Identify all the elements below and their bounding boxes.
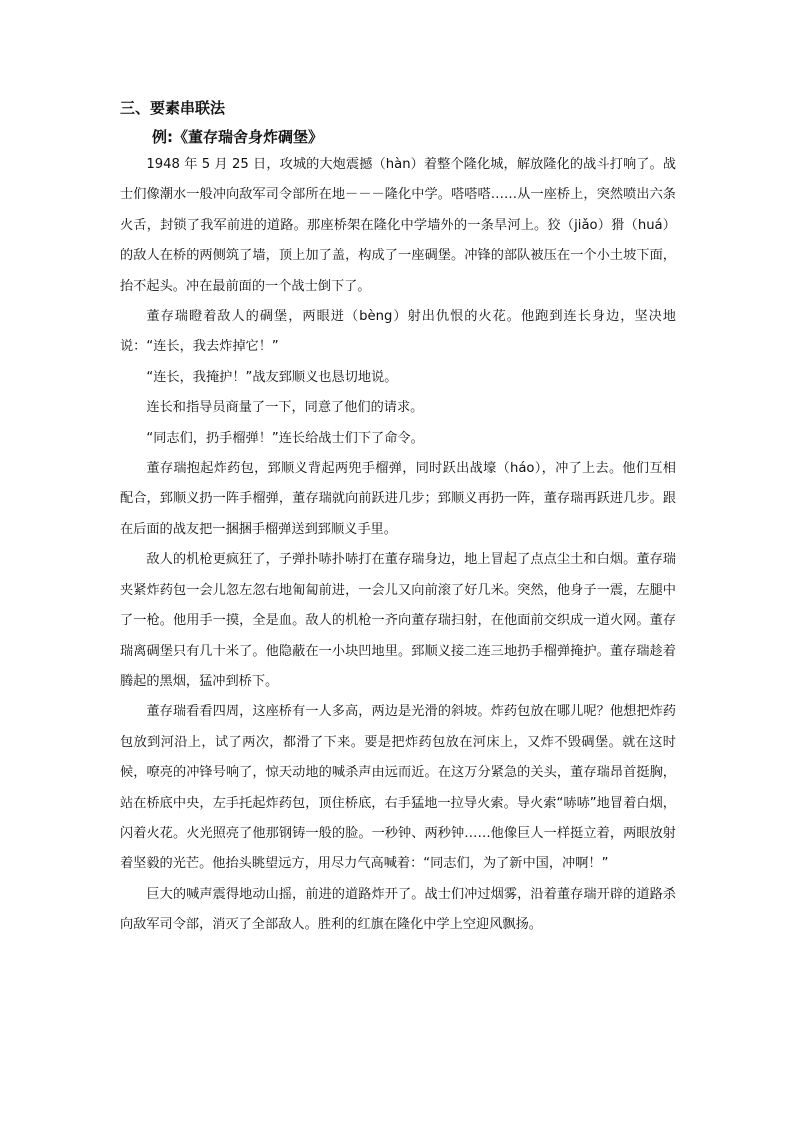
section-title: 三、要素串联法 [120,99,226,117]
paragraph-5: “同志们，扔手榴弹！”连长给战士们下了命令。 [146,430,424,446]
paragraph-4: 连长和指导员商量了一下，同意了他们的请求。 [146,400,424,416]
paragraph-3: “连长，我掩护！”战友郅顺义也恳切地说。 [146,369,398,385]
example-title: 例:《董存瑞舍身炸碉堡》 [152,128,323,146]
paragraph-7: 敌人的机枪更疯狂了，子弹扑哧扑哧打在董存瑞身边，地上冒起了点点尘土和白烟。董存瑞夹紧炸药包一会儿忽左忽右地匍匐前进，一会儿又向前滚了好几米。突然，他身子一震，左腿中了一枪。他用手一摸，全是血。敌人的机枪一齐向董存瑞扫射，在他面前交织成一道火网。董存瑞离碉堡只有几十米了。他隐蔽在一小块凹地里。郅顺义接二连三地扔手榴弹掩护。董存瑞趁着腾起的黑烟，猛冲到桥下。 [120,552,676,689]
paragraph-9: 巨大的喊声震得地动山摇，前进的道路炸开了。战士们冲过烟雾，沿着董存瑞开辟的道路杀向敌军司令部，消灭了全部敌人。胜利的红旗在隆化中学上空迎风飘扬。 [120,886,676,933]
paragraph-2: 董存瑞瞪着敌人的碉堡，两眼迸（bèng）射出仇恨的火花。他跑到连长身边，坚决地说：“连长，我去炸掉它！” [120,309,676,355]
paragraph-1: 1948 年 5 月 25 日，攻城的大炮震撼（hàn）着整个隆化城，解放隆化的战斗打响了。战士们像潮水一般冲向敌军司令部所在地－－－隆化中学。嗒嗒嗒……从一座桥上，突然喷出六条火舌，封锁了我军前进的道路。那座桥架在隆化中学墙外的一条旱河上。狡（jiǎo）猾（huá）的敌人在桥的两侧筑了墙，顶上加了盖，构成了一座碉堡。冲锋的部队被压在一个小土坡下面，抬不起头。冲在最前面的一个战士倒下了。 [120,157,676,294]
story-body [120,150,676,941]
paragraph-6: 董存瑞抱起炸药包，郅顺义背起两兜手榴弹，同时跃出战壕（háo），冲了上去。他们互相配合，郅顺义扔一阵手榴弹，董存瑞就向前跃进几步；郅顺义再扔一阵，董存瑞再跃进几步。跟在后面的战友把一捆捆手榴弹送到郅顺义手里。 [120,461,676,537]
paragraph-8: 董存瑞看看四周，这座桥有一人多高，两边是光滑的斜坡。炸药包放在哪儿呢？他想把炸药包放到河沿上，试了两次，都滑了下来。要是把炸药包放在河床上，又炸不毁碉堡。就在这时候，嘹亮的冲锋号响了，惊天动地的喊杀声由远而近。在这万分紧急的关头，董存瑞昂首挺胸，站在桥底中央，左手托起炸药包，顶住桥底，右手猛地一拉导火索。导火索“哧哧”地冒着白烟，闪着火花。火光照亮了他那钢铸一般的脸。一秒钟、两秒钟……他像巨人一样挺立着，两眼放射着坚毅的光芒。他抬头眺望远方，用尽力气高喊着：“同志们，为了新中国，冲啊！” [120,704,676,872]
